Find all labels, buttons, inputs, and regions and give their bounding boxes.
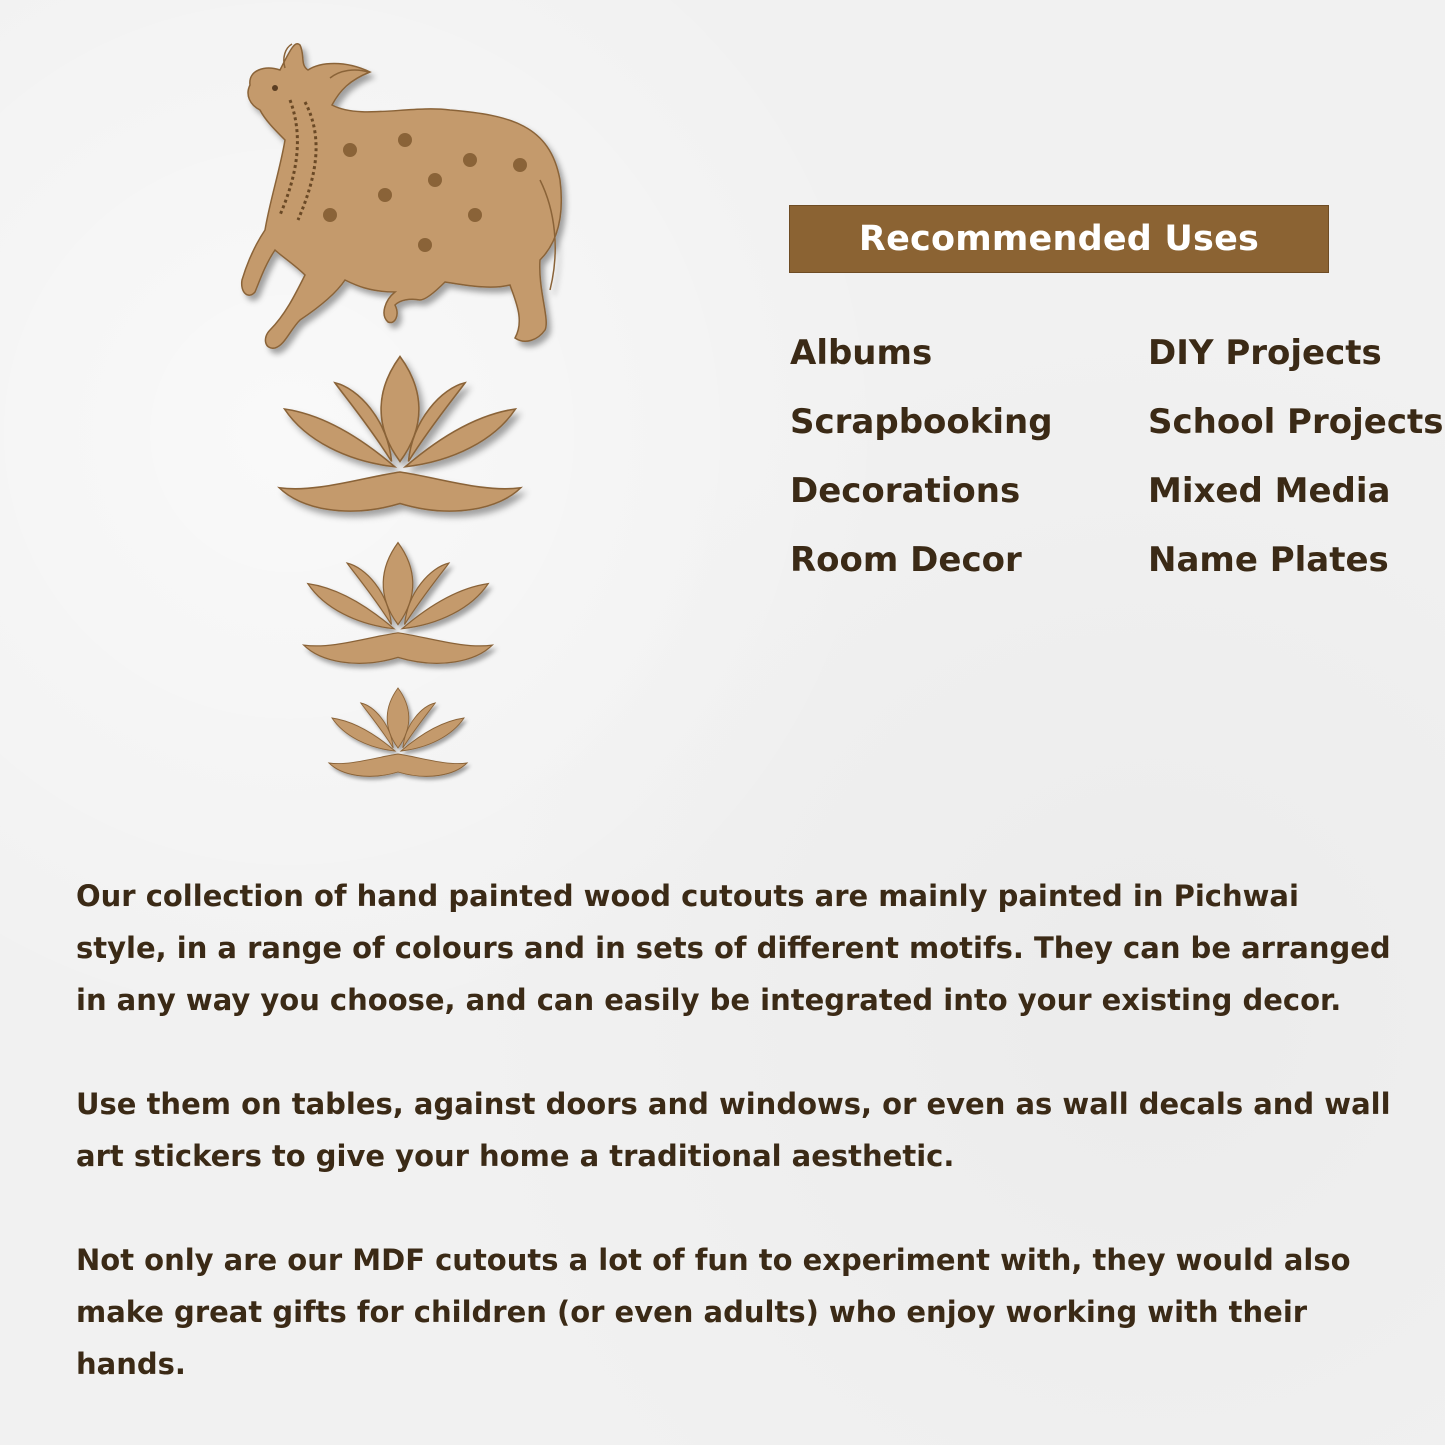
use-item: Scrapbooking — [790, 402, 1053, 442]
use-item: DIY Projects — [1148, 333, 1382, 373]
use-item: Room Decor — [790, 540, 1022, 580]
description-paragraph: Not only are our MDF cutouts a lot of fun to experiment with, they would also make great gifts for children (or even adults) who enjoy working with their hands. — [76, 1243, 1351, 1381]
medium-lotus-cutout-icon — [304, 543, 493, 664]
uses-list-left — [790, 330, 1053, 606]
use-item: Mixed Media — [1148, 471, 1391, 511]
description-paragraph: Our collection of hand painted wood cutouts are mainly painted in Pichwai style, in a range of colours and in sets of different motifs. They can be arranged in any way you choose, and can easily be integrated into your existing decor. — [76, 879, 1391, 1017]
recommended-uses-banner — [789, 205, 1329, 273]
use-item: Name Plates — [1148, 540, 1389, 580]
large-lotus-cutout-icon — [279, 357, 521, 512]
product-description — [76, 870, 1396, 1442]
use-item: Decorations — [790, 471, 1021, 511]
product-illustration — [220, 30, 580, 790]
use-item: School Projects — [1148, 402, 1444, 442]
uses-list-right — [1148, 330, 1443, 606]
description-paragraph: Use them on tables, against doors and windows, or even as wall decals and wall art stickers to give your home a traditional aesthetic. — [76, 1087, 1391, 1173]
recommended-uses-title: Recommended Uses — [858, 219, 1260, 259]
cow-cutout-icon — [242, 44, 562, 348]
small-lotus-cutout-icon — [329, 688, 467, 776]
use-item: Albums — [790, 333, 933, 373]
